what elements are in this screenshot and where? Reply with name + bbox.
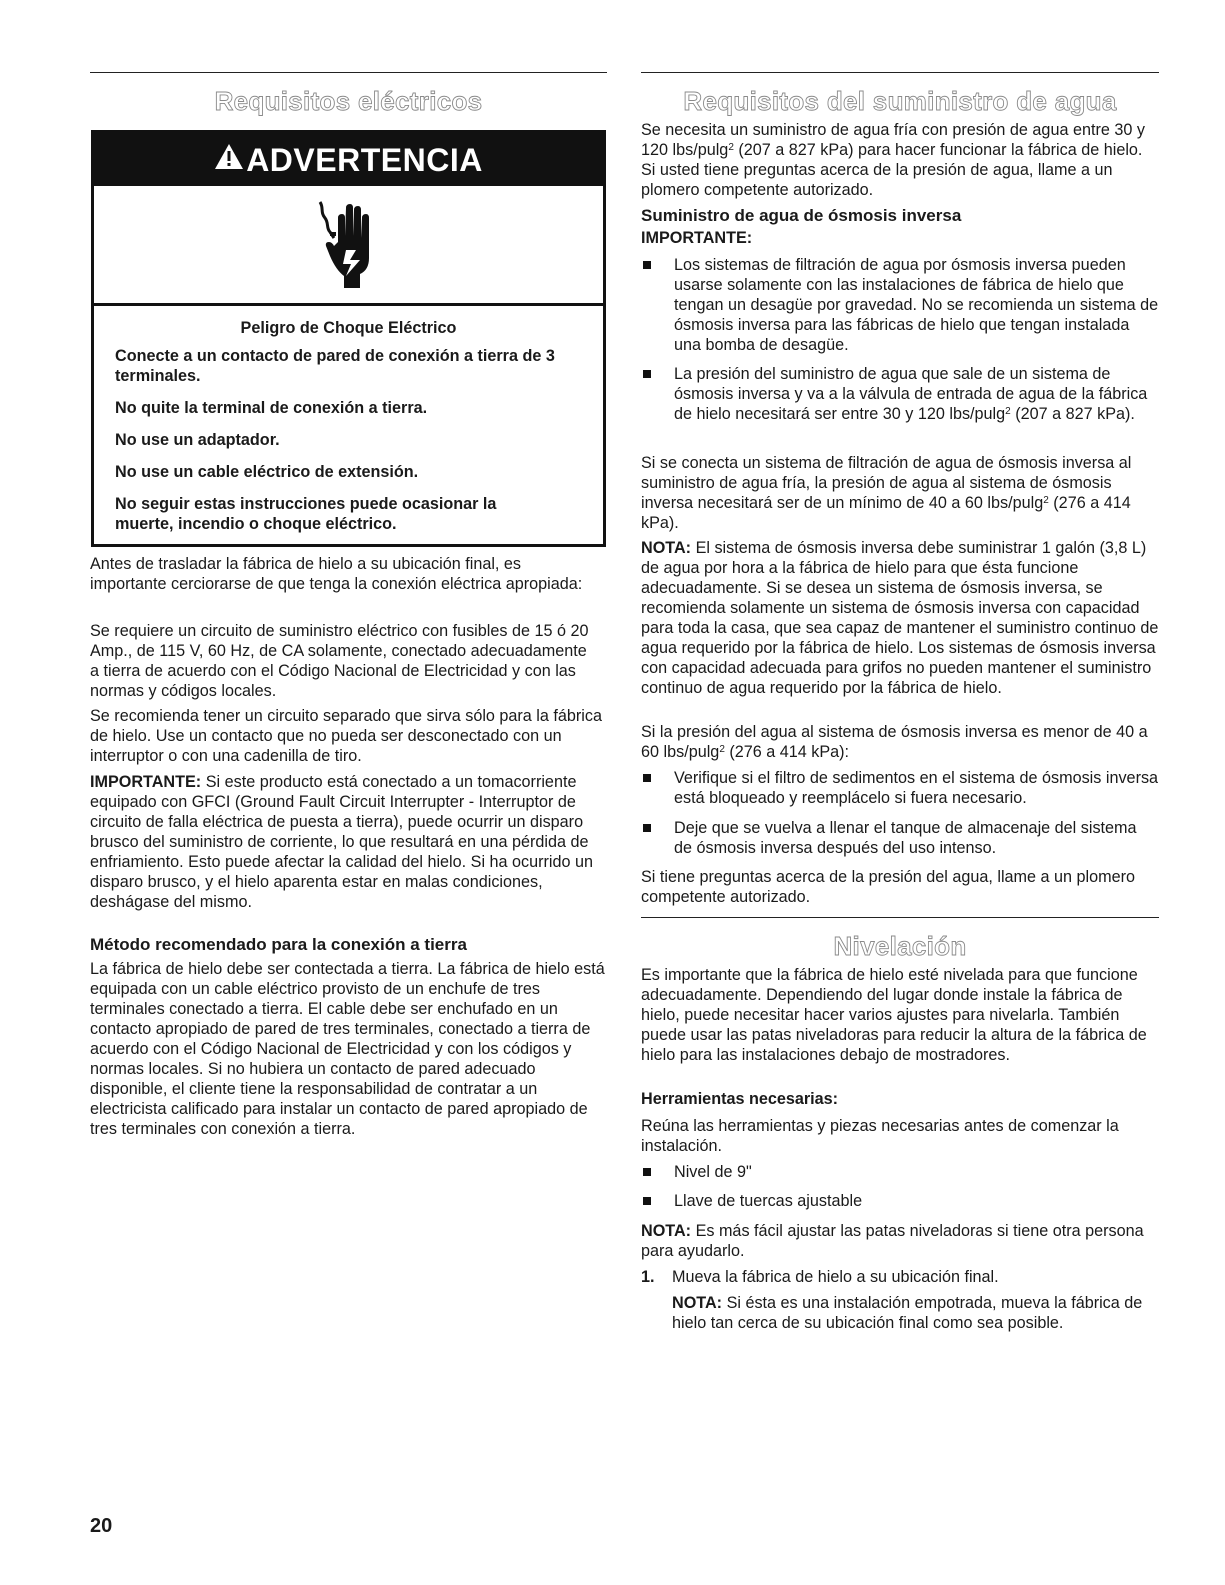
- tool-bullet-2: [643, 1191, 1159, 1211]
- tool-1-text: Nivel de 9": [674, 1163, 752, 1181]
- section-title-leveling: Nivelación: [833, 931, 967, 961]
- ro-bullet-4-text: Deje que se vuelva a llenar el tanque de almacenaje del sistema de ósmosis inversa después del uso intenso.: [674, 819, 1137, 857]
- bullet-square-icon: [643, 1197, 651, 1205]
- nota-label: NOTA:: [672, 1294, 723, 1312]
- warning-line-5: No seguir estas instrucciones puede ocasionar la muerte, incendio o choque eléctrico.: [115, 495, 497, 533]
- warning-line-1: Conecte a un contacto de pared de conexión a tierra de 3 terminales.: [115, 347, 555, 385]
- tool-2-text: Llave de tuercas ajustable: [674, 1192, 863, 1210]
- page-number: 20: [90, 1515, 113, 1537]
- warning-header: [94, 133, 603, 186]
- electrical-paragraph-1: Antes de trasladar la fábrica de hielo a su ubicación final, es importante cerciorarse de que tenga la conexión eléctrica apropiada:: [90, 555, 583, 593]
- ro-p2-b: (276 a 414 kPa):: [724, 743, 850, 761]
- top-rule-right: [641, 72, 1159, 73]
- ro-paragraph-2: [641, 722, 1159, 762]
- warning-box: [91, 130, 606, 547]
- ro-bullet-2: [643, 364, 1159, 444]
- ro-bullet-1: [643, 255, 1159, 355]
- step-1-nota: [672, 1293, 1159, 1333]
- grounding-heading: Método recomendado para la conexión a tierra: [90, 935, 467, 954]
- superscript-2: 2: [719, 744, 725, 755]
- ro-paragraph-1: [641, 453, 1159, 533]
- ro-bullet-4: [643, 818, 1159, 858]
- water-paragraph-1: [641, 120, 1159, 200]
- ro-bullet-2-b: (207 a 827 kPa).: [1010, 405, 1135, 423]
- ro-bullet-2-text: [674, 364, 1159, 424]
- hazard-title: Peligro de Choque Eléctrico: [240, 319, 457, 337]
- grounding-paragraph: La fábrica de hielo debe ser contectada a tierra. La fábrica de hielo está equipada con un cable eléctrico provisto de un enchufe de tres terminales conectado a tierra. El cable debe ser enchufado en un contacto apropiado de pared de tres terminales, conectado a tierra de acuerdo con el Código Nacional de Electricidad y con los códigos y normas locales. Si no hubiera un contacto de pared adecuado disponible, el cliente tiene la responsabilidad de contratar a un electricista calificado para instalar un contacto de pared apropiado de tres terminales con conexión a tierra.: [90, 960, 605, 1138]
- warning-line-4: No use un cable eléctrico de extensión.: [115, 463, 419, 481]
- electric-shock-hand-icon: [316, 198, 378, 290]
- water-p1-a: Se necesita un suministro de agua fría con presión de agua entre 30 y 120 lbs/pulg: [641, 121, 1145, 159]
- bullet-square-icon: [643, 261, 651, 269]
- leveling-paragraph-1: Es importante que la fábrica de hielo esté nivelada para que funcione adecuadamente. Dependiendo del lugar donde instale la fábrica de hielo, puede necesitar hacer varios ajustes para nivelarla. También puede usar las patas niveladoras para reducir la altura de la fábrica de hielo para las instalaciones debajo de mostradores.: [641, 966, 1147, 1064]
- superscript-2: 2: [1043, 495, 1049, 506]
- step-1-number: 1.: [641, 1268, 655, 1286]
- electrical-paragraph-2: Se requiere un circuito de suministro eléctrico con fusibles de 15 ó 20 Amp., de 115 V, 60 Hz, de CA solamente, conectado adecuadamente a tierra de acuerdo con el Código Nacional de Electricidad y con las normas y códigos locales.: [90, 622, 589, 700]
- electrical-important-paragraph: [90, 772, 605, 912]
- tool-bullet-1: [643, 1162, 1159, 1182]
- nota-label: NOTA:: [641, 539, 692, 557]
- ro-heading: Suministro de agua de ósmosis inversa: [641, 206, 962, 225]
- leveling-paragraph-2: Reúna las herramientas y piezas necesarias antes de comenzar la instalación.: [641, 1117, 1119, 1155]
- important-text: Si este producto está conectado a un tomacorriente equipado con GFCI (Ground Fault Circuit Interrupter - Interruptor de circuito de falla eléctrica de puesta a tierra), puede ocurrir un disparo brusco del suministro de corriente, lo que resultará en una pérdida de enfriamiento. Esto puede afectar la calidad del hielo. Si ha ocurrido un disparo brusco, y el hielo aparenta estar en malas condiciones, deshágase del mismo.: [90, 773, 594, 911]
- tools-heading: Herramientas necesarias:: [641, 1090, 839, 1108]
- section-title-electrical: Requisitos eléctricos: [214, 86, 483, 116]
- ro-nota-text: El sistema de ósmosis inversa debe suministrar 1 galón (3,8 L) de agua por hora a la fábrica de hielo para que ésta funcione adecuadamente. Si se desea un sistema de ósmosis inversa, se recomienda solamente un sistema de ósmosis inversa con capacidad para toda la casa, que sea capaz de mantener el suministro continuo de agua requerido por la fábrica de hielo. Los sistemas de ósmosis inversa con capacidad adecuada para grifos no pueden mantener el suministro continuo de agua requerido por la fábrica de hielo.: [641, 539, 1159, 697]
- important-label: IMPORTANTE:: [90, 773, 202, 791]
- leveling-rule: [641, 917, 1159, 918]
- superscript-2: 2: [728, 142, 734, 153]
- ro-p2-a: Si la presión del agua al sistema de ósmosis inversa es menor de 40 a 60 lbs/pulg: [641, 723, 1148, 761]
- ro-p1-a: Si se conecta un sistema de filtración de agua de ósmosis inversa al suministro de agua fría, la presión de agua al sistema de ósmosis inversa necesitará ser de un mínimo de 40 a 60 lbs/pulg: [641, 454, 1132, 512]
- leveling-nota-text: Es más fácil ajustar las patas niveladoras si tiene otra persona para ayudarlo.: [641, 1222, 1144, 1260]
- leveling-nota: [641, 1221, 1159, 1261]
- nota-label: NOTA:: [641, 1222, 692, 1240]
- warning-header-text: ADVERTENCIA: [246, 142, 483, 178]
- ro-bullet-3: [643, 768, 1159, 808]
- bullet-square-icon: [643, 1168, 651, 1176]
- superscript-2: 2: [1005, 406, 1011, 417]
- electrical-paragraph-3: Se recomienda tener un circuito separado que sirva sólo para la fábrica de hielo. Use un contacto que no pueda ser desconectado con un interruptor o con una cadenilla de tiro.: [90, 707, 602, 765]
- top-rule-left: [90, 72, 607, 73]
- ro-important-label: IMPORTANTE:: [641, 229, 753, 247]
- bullet-square-icon: [643, 774, 651, 782]
- step-1-text: Mueva la fábrica de hielo a su ubicación final.: [672, 1268, 999, 1286]
- warning-icon-area: [94, 186, 603, 306]
- section-title-water: Requisitos del suministro de agua: [683, 86, 1117, 116]
- ro-bullet-3-text: Verifique si el filtro de sedimentos en el sistema de ósmosis inversa está bloqueado y reemplácelo si fuera necesario.: [674, 769, 1159, 807]
- ro-bullet-2-a: La presión del suministro de agua que sale de un sistema de ósmosis inversa y va a la válvula de entrada de agua de la fábrica de hielo necesitará ser entre 30 y 120 lbs/pulg: [674, 365, 1148, 423]
- bullet-square-icon: [643, 824, 651, 832]
- bullet-square-icon: [643, 370, 651, 378]
- water-p1-b: (207 a 827 kPa) para hacer funcionar la fábrica de hielo. Si usted tiene preguntas acerca de la presión de agua, llame a un plomero competente autorizado.: [641, 141, 1143, 199]
- ro-p1-b: (276 a 414 kPa).: [641, 494, 1131, 532]
- step-1-nota-text: Si ésta es una instalación empotrada, mueva la fábrica de hielo tan cerca de su ubicación final como sea posible.: [672, 1294, 1143, 1332]
- ro-paragraph-3: Si tiene preguntas acerca de la presión del agua, llame a un plomero competente autorizado.: [641, 868, 1136, 906]
- warning-triangle-icon: [214, 132, 244, 187]
- step-1: [641, 1267, 1159, 1287]
- warning-line-3: No use un adaptador.: [115, 431, 280, 449]
- warning-line-2: No quite la terminal de conexión a tierra.: [115, 399, 428, 417]
- ro-nota-paragraph: [641, 538, 1159, 698]
- ro-bullet-1-text: Los sistemas de filtración de agua por ósmosis inversa pueden usarse solamente con las instalaciones de fábrica de hielo que tengan un desagüe por gravedad. No se recomienda un sistema de ósmosis inversa para las fábricas de hielo que tengan instalada una bomba de desagüe.: [674, 256, 1159, 354]
